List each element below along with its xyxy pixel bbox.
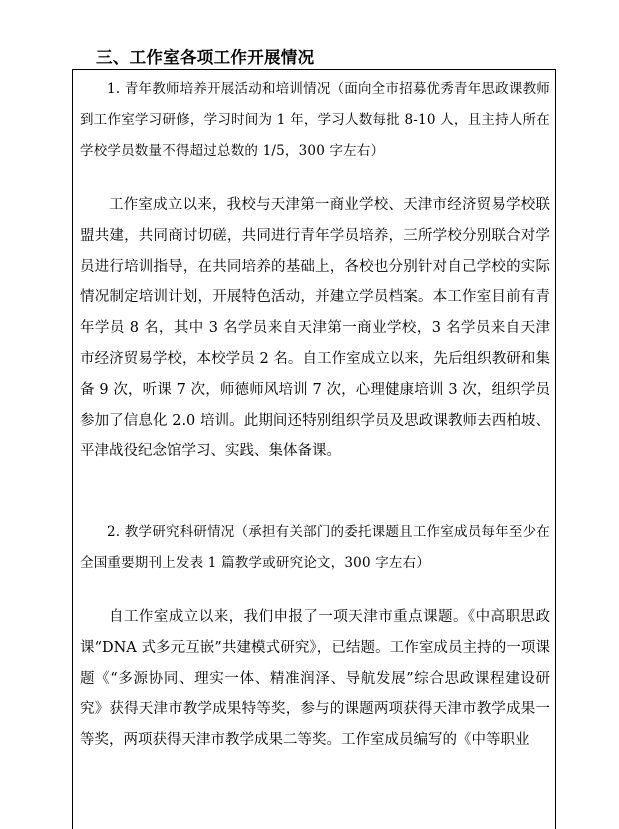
prompt-teaching-research: 2. 教学研究科研情况（承担有关部门的委托课题且工作室成员每年至少在全国重要期刊上发表 1 篇教学或研究论文，300 字左右） — [80, 524, 550, 571]
prompt-young-teacher-training: 1. 青年教师培养开展活动和培训情况（面向全市招募优秀青年思政课教师到工作室学习研修，学习时间为 1 年，学习人数每批 8-10 人，且主持人所在学校学员数量不得超过总数的 1/5，300 字左右） — [80, 81, 550, 159]
content-box — [72, 69, 556, 829]
body-young-teacher-training: 工作室成立以来，我校与天津第一商业学校、天津市经济贸易学校联盟共建，共同商讨切磋，共同进行青年学员培养，三所学校分别联合对学员进行培训指导，在共同培养的基础上，各校也分别针对自己学校的实际情况制定培训计划，开展特色活动，并建立学员档案。本工作室目前有青年学员 8 名，其中 3 名学员来自天津第一商业学校，3 名学员来自天津市经济贸易学校，本校学员 2 名。自工作室成立以来，先后组织教研和集备 9 次，听课 7 次，师德师风培训 7 次，心理健康培训 3 次，组织学员参加了信息化 2.0 培训。此期间还特别组织学员及思政课教师去西柏坡、平津战役纪念馆学习、实践、集体备课。 — [80, 197, 550, 460]
section-heading: 三、工作室各项工作开展情况 — [96, 48, 315, 67]
body-teaching-research: 自工作室成立以来，我们申报了一项天津市重点课题。《中高职思政课“DNA 式多元互嵌”共建模式研究》，已结题。工作室成员主持的一项课题《“多源协同、理实一体、精准润泽、导航发展”综合思政课程建设研究》获得天津市教学成果特等奖，参与的课题两项获得天津市教学成果一等奖，两项获得天津市教学成果二等奖。工作室成员编写的《中等职业 — [80, 609, 550, 749]
